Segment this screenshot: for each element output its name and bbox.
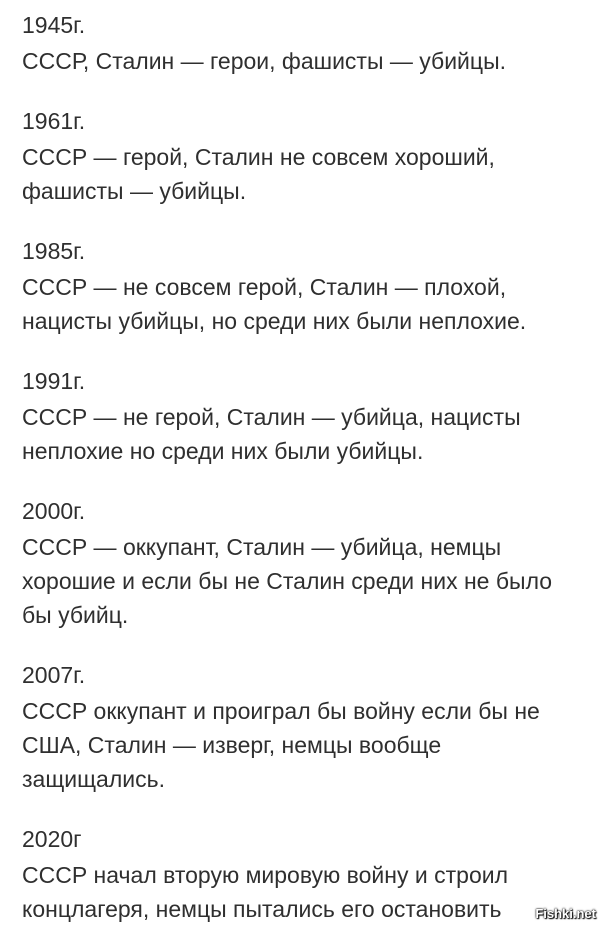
text-line: СССР — герой, Сталин не совсем хороший, — [22, 144, 495, 170]
entry-1985 — [22, 234, 592, 338]
document-body — [22, 8, 592, 952]
text-line: фашисты — убийцы. — [22, 178, 247, 204]
text-line: концлагеря, немцы пытались его остановить — [22, 896, 502, 922]
text-line: СССР — не герой, Сталин — убийца, нацисты — [22, 404, 521, 430]
year-heading: 2020г — [22, 826, 82, 852]
entry-2007 — [22, 658, 592, 796]
year-heading: 1991г. — [22, 368, 86, 394]
year-heading: 2000г. — [22, 498, 86, 524]
entry-2020 — [22, 822, 592, 926]
entry-1961 — [22, 104, 592, 208]
text-line: СССР, Сталин — герои, фашисты — убийцы. — [22, 48, 506, 74]
year-heading: 1961г. — [22, 108, 86, 134]
text-line: США, Сталин — изверг, немцы вообще — [22, 732, 442, 758]
text-line: СССР начал вторую мировую войну и строил — [22, 862, 508, 888]
text-line: СССР оккупант и проиграл бы войну если бы не — [22, 698, 540, 724]
year-heading: 1945г. — [22, 12, 86, 38]
text-line: защищались. — [22, 766, 165, 792]
text-line: СССР — не совсем герой, Сталин — плохой, — [22, 274, 507, 300]
watermark-logo: Fishki.net — [535, 906, 596, 921]
year-heading: 2007г. — [22, 662, 86, 688]
text-line: СССР — оккупант, Сталин — убийца, немцы — [22, 534, 502, 560]
text-line: бы убийц. — [22, 602, 129, 628]
text-line: нацисты убийцы, но среди них были неплохие. — [22, 308, 527, 334]
text-line: хорошие и если бы не Сталин среди них не было — [22, 568, 553, 594]
year-heading: 1985г. — [22, 238, 86, 264]
entry-1991 — [22, 364, 592, 468]
entry-1945 — [22, 8, 592, 78]
text-line: неплохие но среди них были убийцы. — [22, 438, 424, 464]
entry-2000 — [22, 494, 592, 632]
